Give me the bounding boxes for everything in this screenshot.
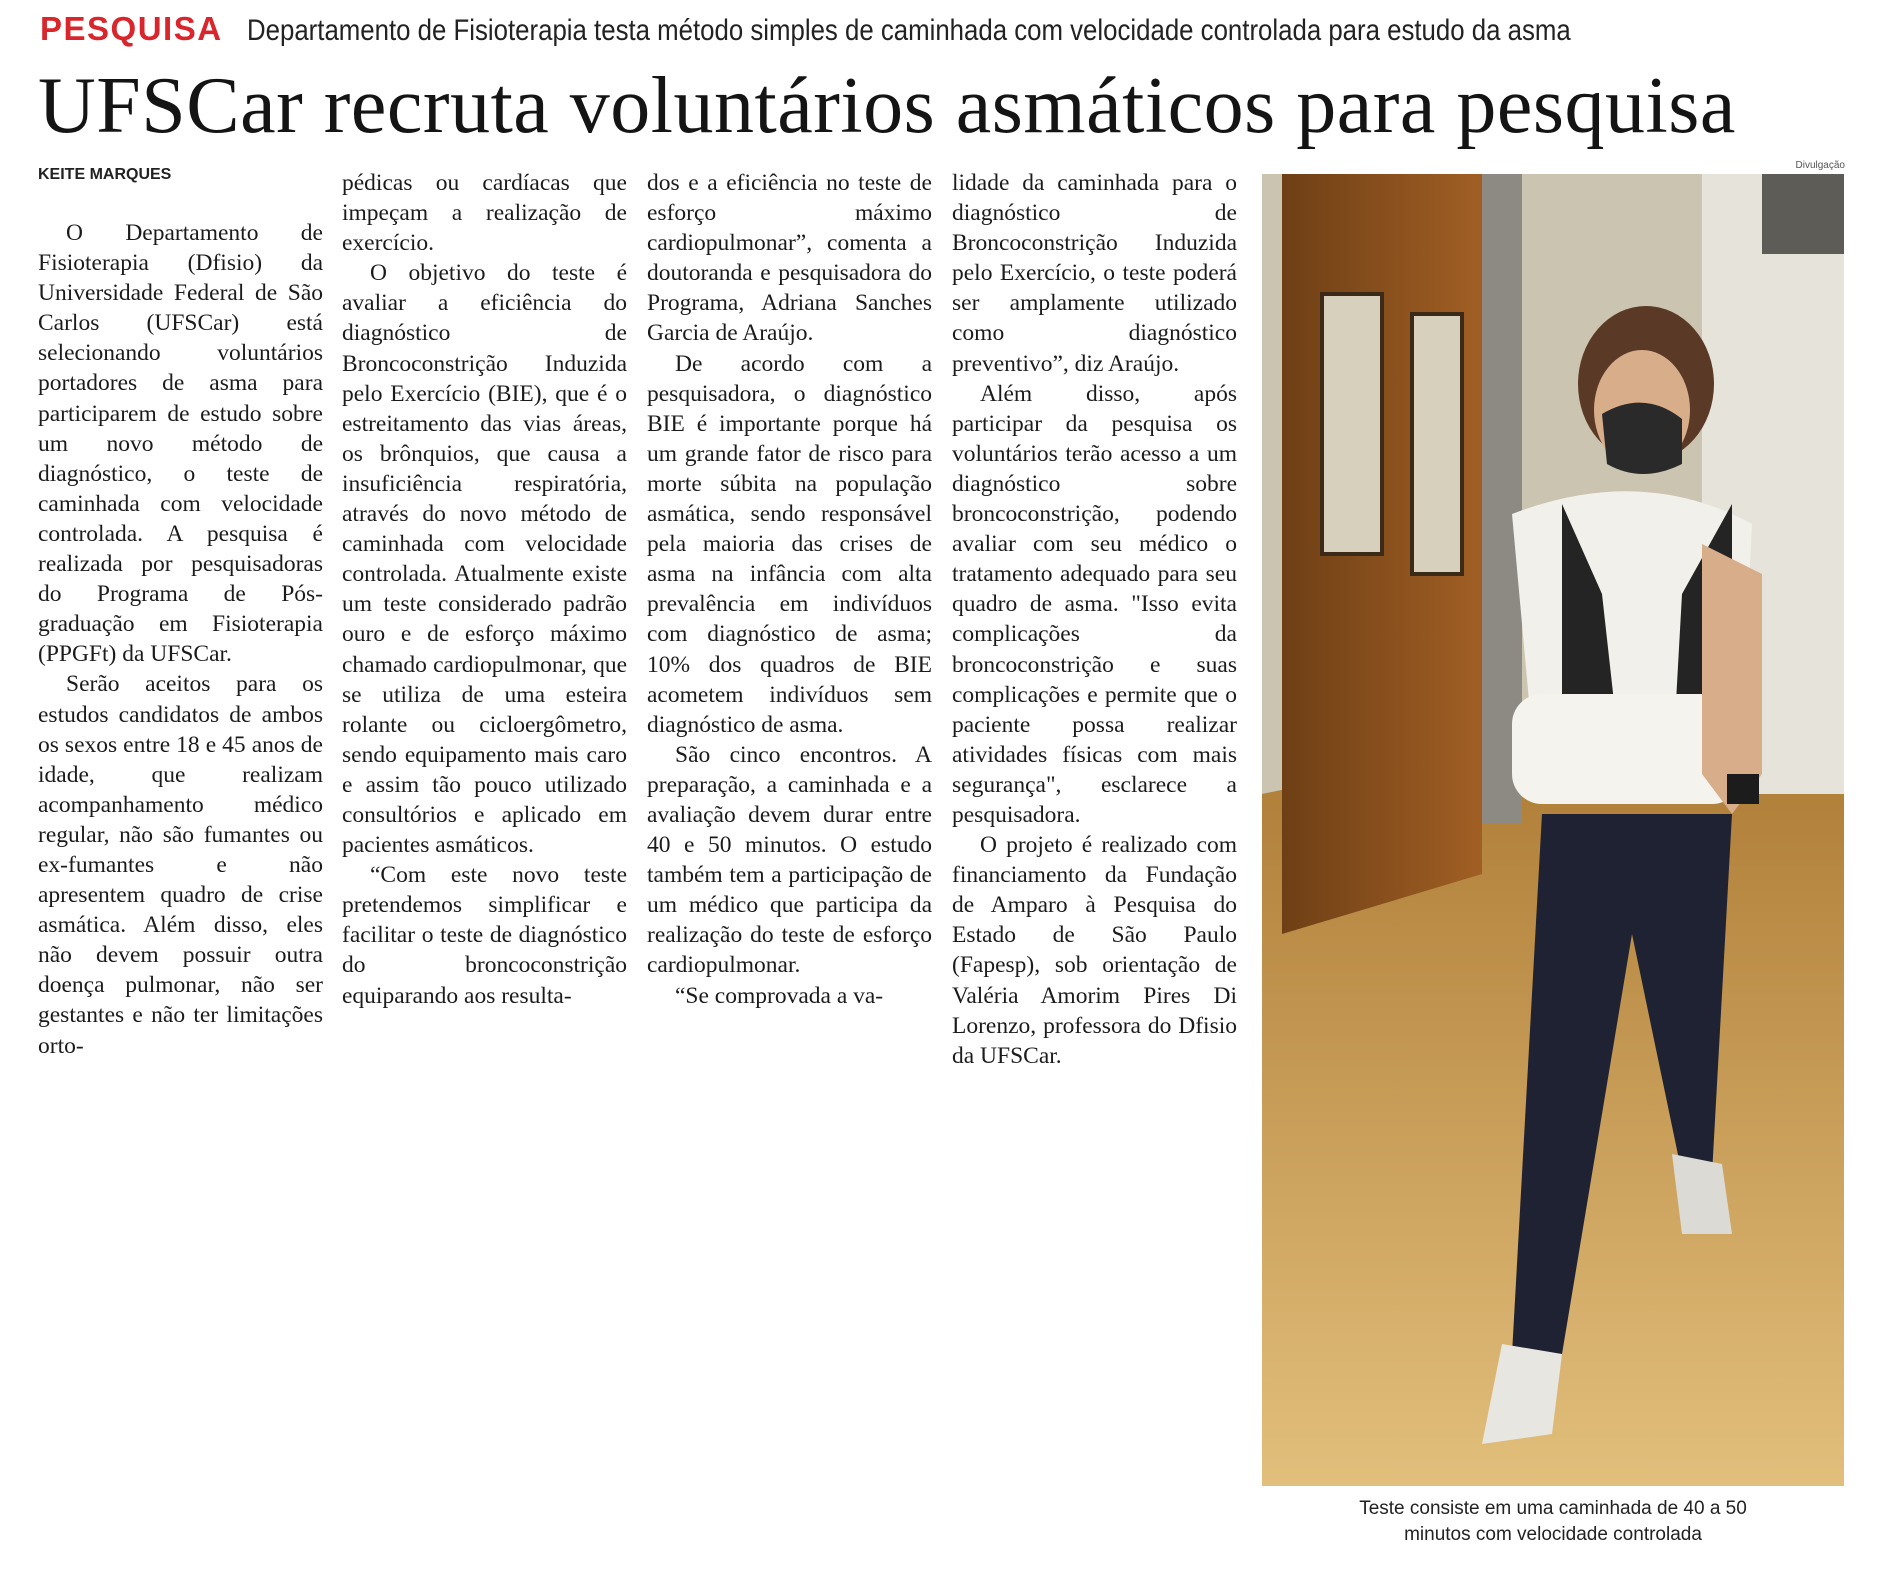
caption-line: minutos com velocidade controlada	[1404, 1524, 1702, 1545]
caption-line: Teste consiste em uma caminhada de 40 a 50	[1359, 1498, 1747, 1519]
paragraph: pédicas ou cardíacas que impeçam a realização de exercício.	[342, 170, 627, 257]
paragraph: De acordo com a pesquisadora, o diagnóstico BIE é importante porque há um grande fator de risco para morte súbita na população asmática, sendo responsável pela maioria das crises de asma na infância com alta prevalência em indivíduos com diagnóstico de asma; 10% dos quadros de BIE acometem indivíduos sem diagnóstico de asma.	[647, 350, 932, 738]
article-photo	[1262, 174, 1844, 1486]
paragraph: O Departamento de Fisioterapia (Dfisio) da Universidade Federal de São Carlos (UFSCar) está selecionando voluntários portadores de asma para participarem de estudo sobre um novo método de diagnóstico, o teste de caminhada com velocidade controlada. A pesquisa é realizada por pesquisadoras do Programa de Pós-graduação em Fisioterapia (PPGFt) da UFSCar.	[38, 220, 323, 668]
paragraph: Serão aceitos para os estudos candidatos de ambos os sexos entre 18 e 45 anos de idade, que realizam acompanhamento médico regular, não são fumantes ou ex-fumantes e não apresentem quadro de crise asmática. Além disso, eles não devem possuir outra doença pulmonar, não ser gestantes e não ter limitações orto-	[38, 671, 323, 1059]
article-column-1	[38, 218, 323, 1061]
photo-credit: Divulgação	[1795, 160, 1845, 171]
byline: KEITE MARQUES	[38, 166, 172, 183]
paragraph: São cinco encontros. A preparação, a caminhada e a avaliação devem durar entre 40 e 50 minutos. O estudo também tem a participação de um médico que participa da realização do teste de esforço cardiopulmonar.	[647, 741, 932, 979]
paragraph: Além disso, após participar da pesquisa os voluntários terão acesso a um diagnóstico sobre broncoconstrição, podendo avaliar com seu médico o tratamento adequado para seu quadro de asma. "Isso evita complicações da broncoconstrição e suas complicações e permite que o paciente possa realizar atividades físicas com mais segurança", esclarece a pesquisadora.	[952, 380, 1237, 828]
headline: UFSCar recruta voluntários asmáticos para pesquisa	[38, 62, 1736, 150]
section-kicker	[40, 10, 1786, 58]
paragraph: O projeto é realizado com financiamento da Fundação de Amparo à Pesquisa do Estado de São Paulo (Fapesp), sob orientação de Valéria Amorim Pires Di Lorenzo, professora do Dfisio da UFSCar.	[952, 832, 1237, 1069]
paragraph: dos e a eficiência no teste de esforço máximo cardiopulmonar”, comenta a doutoranda e pesquisadora do Programa, Adriana Sanches Garcia de Araújo.	[647, 170, 932, 347]
article-column-4	[952, 168, 1237, 1071]
section-label: PESQUISA	[40, 10, 223, 47]
article-column-3	[647, 168, 932, 1011]
paragraph: lidade da caminhada para o diagnóstico de Broncoconstrição Induzida pelo Exercício, o teste poderá ser amplamente utilizado como diagnóstico preventivo”, diz Araújo.	[952, 170, 1237, 377]
walking-woman-illustration	[1262, 174, 1844, 1486]
subheadline: Departamento de Fisioterapia testa método simples de caminhada com velocidade controlada para estudo da asma	[246, 14, 1571, 47]
article-column-2	[342, 168, 627, 1011]
photo-caption	[1262, 1496, 1844, 1548]
paragraph: “Se comprovada a va-	[675, 982, 884, 1009]
paragraph: “Com este novo teste pretendemos simplificar e facilitar o teste de diagnóstico do broncoconstrição equiparando aos resulta-	[342, 862, 627, 1009]
paragraph: O objetivo do teste é avaliar a eficiência do diagnóstico de Broncoconstrição Induzida pelo Exercício (BIE), que é o estreitamento das vias áreas, os brônquios, que causa a insuficiência respiratória, através do novo método de caminhada com velocidade controlada. Atualmente existe um teste considerado padrão ouro e de esforço máximo chamado cardiopulmonar, que se utiliza de uma esteira rolante ou cicloergômetro, sendo equipamento mais caro e assim tão pouco utilizado consultórios e aplicado em pacientes asmáticos.	[342, 260, 627, 859]
